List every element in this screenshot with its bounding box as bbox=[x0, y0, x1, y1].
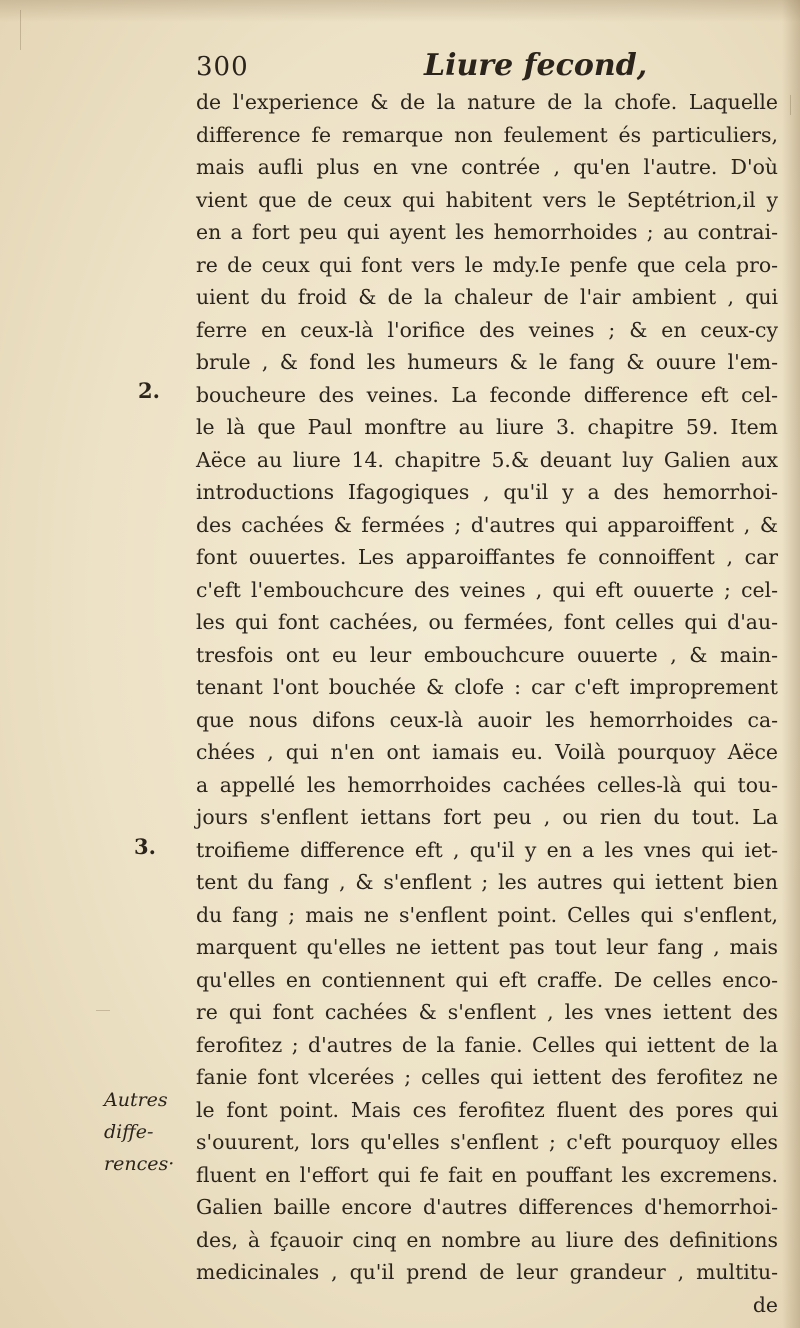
text-line: en a fort peu qui ayent les hemorrhoides ; au contrai- bbox=[196, 220, 778, 244]
paper-mark bbox=[20, 10, 21, 50]
text-line: le là que Paul monftre au liure 3. chapitre 59. Item bbox=[196, 415, 778, 439]
text-line: Galien baille encore d'autres differences d'hemorrhoi- bbox=[196, 1195, 778, 1219]
page-top-shadow bbox=[0, 0, 800, 22]
side-note-line: diffe- bbox=[104, 1121, 154, 1143]
text-line: c'eft l'embouchcure des veines , qui eft ouuerte ; cel- bbox=[196, 577, 778, 602]
text-line: a appellé les hemorrhoides cachées celles-là qui tou- bbox=[196, 772, 778, 797]
text-line: le font point. Mais ces ferofitez fluent des pores qui bbox=[196, 1097, 778, 1122]
paper-mark bbox=[790, 95, 791, 115]
text-line: introductions Ifagogiques , qu'il y a des hemorrhoi- bbox=[196, 480, 778, 504]
text-line: font ouuertes. Les apparoiffantes fe connoiffent , car bbox=[196, 545, 778, 569]
text-line-catchword: de bbox=[752, 1292, 778, 1317]
text-line: ferofitez ; d'autres de la fanie. Celles qui iettent de la bbox=[196, 1032, 778, 1057]
page-number: 300 bbox=[196, 52, 249, 82]
page-header bbox=[196, 46, 648, 90]
side-note-line: Autres bbox=[104, 1089, 168, 1111]
text-line: de l'experience & de la nature de la chofe. Laquelle bbox=[196, 90, 778, 114]
text-line: qu'elles en contiennent qui eft craffe. De celles enco- bbox=[196, 967, 778, 992]
text-line: vient que de ceux qui habitent vers le Septétrion,il y bbox=[196, 187, 778, 212]
text-line: du fang ; mais ne s'enflent point. Celles qui s'enflent, bbox=[196, 902, 778, 927]
text-line: Aëce au liure 14. chapitre 5.& deuant luy Galien aux bbox=[196, 447, 778, 472]
body-text bbox=[196, 86, 778, 1321]
text-line: les qui font cachées, ou fermées, font celles qui d'au- bbox=[196, 610, 778, 634]
text-line: que nous difons ceux-là auoir les hemorrhoides ca- bbox=[196, 707, 778, 732]
text-line: mais aufli plus en vne contrée , qu'en l'autre. D'où bbox=[196, 155, 778, 179]
text-line: tent du fang , & s'enflent ; les autres qui iettent bien bbox=[196, 870, 778, 894]
side-note bbox=[104, 1084, 190, 1180]
text-line: ferre en ceux-là l'orifice des veines ; & en ceux-cy bbox=[196, 317, 778, 342]
text-line: des, à fçauoir cinq en nombre au liure des definitions bbox=[196, 1227, 778, 1252]
text-line: re qui font cachées & s'enflent , les vnes iettent des bbox=[196, 1000, 778, 1024]
text-line: des cachées & fermées ; d'autres qui apparoiffent , & bbox=[196, 512, 778, 537]
text-line: jours s'enflent iettans fort peu , ou rien du tout. La bbox=[196, 805, 778, 829]
text-line: fluent en l'effort qui fe fait en pouffant les excremens. bbox=[196, 1162, 778, 1187]
text-line: tresfois ont eu leur embouchcure ouuerte , & main- bbox=[196, 642, 778, 667]
text-line: uient du froid & de la chaleur de l'air ambient , qui bbox=[196, 285, 778, 309]
text-line: fanie font vlcerées ; celles qui iettent des ferofitez ne bbox=[196, 1065, 778, 1089]
running-title: Liure fecond, bbox=[424, 48, 648, 83]
text-line: troifieme difference eft , qu'il y en a les vnes qui iet- bbox=[196, 837, 778, 862]
text-line: difference fe remarque non feulement és particuliers, bbox=[196, 122, 778, 147]
side-note-line: rences· bbox=[104, 1153, 175, 1175]
text-line: chées , qui n'en ont iamais eu. Voilà pourquoy Aëce bbox=[196, 740, 778, 764]
text-line: marquent qu'elles ne iettent pas tout leur fang , mais bbox=[196, 935, 778, 959]
marginal-number-2: 2. bbox=[138, 378, 160, 403]
page-gutter-shadow bbox=[782, 0, 800, 1328]
text-line: tenant l'ont bouchée & clofe : car c'eft improprement bbox=[196, 675, 778, 699]
text-line: re de ceux qui font vers le mdy.Ie penfe que cela pro- bbox=[196, 252, 778, 277]
text-line: medicinales , qu'il prend de leur grandeur , multitu- bbox=[196, 1260, 778, 1284]
text-line: brule , & fond les humeurs & le fang & ouure l'em- bbox=[196, 350, 778, 374]
paper-mark bbox=[96, 1010, 110, 1011]
text-line: s'ouurent, lors qu'elles s'enflent ; c'eft pourquoy elles bbox=[196, 1130, 778, 1154]
text-line: boucheure des veines. La feconde difference eft cel- bbox=[196, 382, 778, 407]
marginal-number-3: 3. bbox=[134, 834, 156, 859]
